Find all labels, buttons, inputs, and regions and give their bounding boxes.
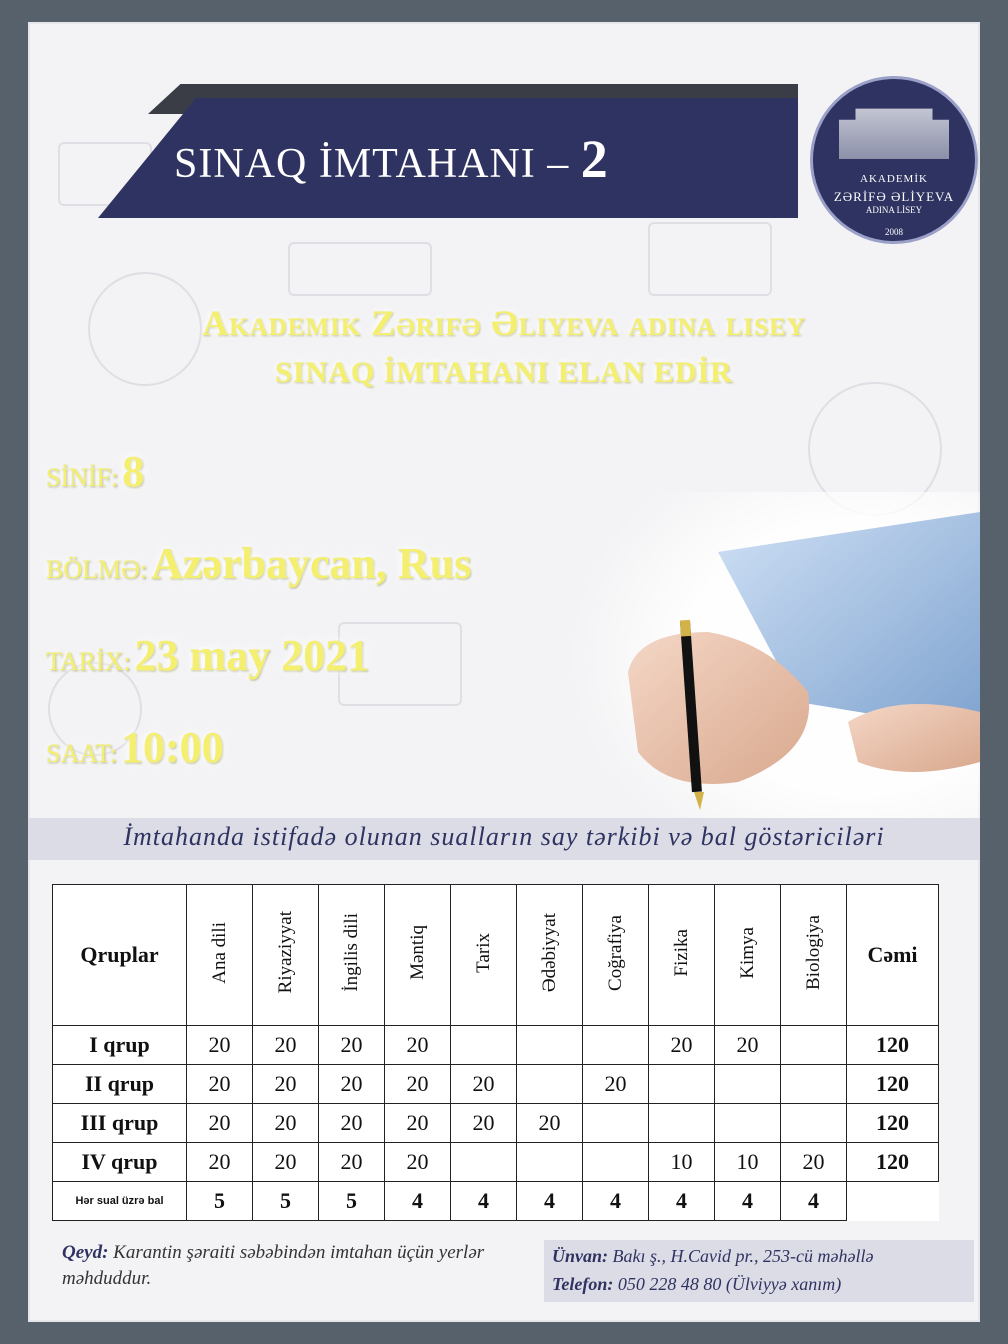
sinif-label: SİNİF:: [46, 463, 119, 492]
doodle-box: [648, 222, 772, 296]
table-cell: 20: [715, 1026, 781, 1065]
header-subject: [319, 885, 385, 1026]
table-cell: [781, 1065, 847, 1104]
subject-label: Məntiq: [406, 925, 428, 980]
points-cell: 4: [517, 1182, 583, 1221]
headline-school: Akademik Zərifə Əliyeva adına lisey: [202, 303, 806, 343]
table-cell: [649, 1065, 715, 1104]
table-cell: [451, 1143, 517, 1182]
table-cell: 20: [187, 1026, 253, 1065]
points-cell: 5: [319, 1182, 385, 1221]
tarix-label: TARİX:: [46, 647, 131, 676]
phone-label: Telefon:: [552, 1274, 614, 1294]
points-row: [53, 1182, 939, 1221]
header-subject: [715, 885, 781, 1026]
subject-label: İngilis dili: [340, 913, 362, 992]
note-text: Karantin şəraiti səbəbindən imtahan üçün yerlər məhduddur.: [62, 1242, 485, 1289]
header-subject: [517, 885, 583, 1026]
table-cell: 20: [187, 1143, 253, 1182]
table-cell: 20: [781, 1143, 847, 1182]
subject-label: Fizika: [670, 928, 692, 977]
table-cell: [517, 1065, 583, 1104]
header-subject: [187, 885, 253, 1026]
table-cell: 20: [385, 1026, 451, 1065]
table-cell: 20: [319, 1065, 385, 1104]
points-label: Hər sual üzrə bal: [53, 1182, 187, 1221]
table-cell: [517, 1026, 583, 1065]
total-cell: 120: [847, 1065, 939, 1104]
header-subject: [583, 885, 649, 1026]
table-cell: 20: [319, 1104, 385, 1143]
total-cell: 120: [847, 1143, 939, 1182]
info-sinif: [46, 446, 144, 497]
logo-year: 2008: [885, 227, 903, 237]
table-cell: 20: [451, 1104, 517, 1143]
school-logo: [810, 76, 978, 244]
subject-label: Tarix: [472, 932, 494, 973]
table-cell: 20: [451, 1065, 517, 1104]
table-cell: [649, 1104, 715, 1143]
address-line: [552, 1246, 873, 1267]
bolme-label: BÖLMƏ:: [46, 555, 148, 584]
table-cell: [583, 1143, 649, 1182]
tarix-value: 23 may 2021: [134, 631, 370, 680]
note: [62, 1240, 502, 1292]
table-cell: 20: [385, 1104, 451, 1143]
banner-title-text: SINAQ İMTAHANI –: [174, 141, 570, 187]
table-title: İmtahanda istifadə olunan sualların say tərkibi və bal göstəriciləri: [123, 822, 885, 851]
header-subject: [253, 885, 319, 1026]
bolme-value: Azərbaycan, Rus: [151, 539, 472, 588]
table-cell: 20: [253, 1065, 319, 1104]
sinif-value: 8: [122, 447, 145, 496]
table-cell: [715, 1104, 781, 1143]
table-cell: [781, 1026, 847, 1065]
table-header-row: [53, 885, 939, 1026]
table-row: [53, 1026, 939, 1065]
table-cell: 10: [715, 1143, 781, 1182]
table-cell: 20: [253, 1143, 319, 1182]
logo-line1: AKADEMİK: [860, 173, 928, 185]
subject-label: Coğrafiya: [604, 914, 626, 991]
group-label: IV qrup: [53, 1143, 187, 1182]
points-cell: 4: [781, 1182, 847, 1221]
points-cell: 5: [187, 1182, 253, 1221]
table-cell: [781, 1104, 847, 1143]
header-subject: [781, 885, 847, 1026]
saat-label: SAAT:: [46, 739, 117, 768]
table-cell: 20: [187, 1104, 253, 1143]
table-cell: 20: [187, 1065, 253, 1104]
table-cell: [517, 1143, 583, 1182]
header-subject: [451, 885, 517, 1026]
subject-label: Ana dili: [208, 921, 230, 984]
points-cell: 4: [649, 1182, 715, 1221]
table-cell: [583, 1104, 649, 1143]
banner-title: [174, 128, 794, 190]
table-cell: 20: [319, 1026, 385, 1065]
table-cell: 20: [517, 1104, 583, 1143]
points-cell: 5: [253, 1182, 319, 1221]
header-total: Cəmi: [847, 885, 939, 1026]
headline-announce: SINAQ İMTAHANI ELAN EDİR: [275, 356, 733, 389]
banner-number: 2: [580, 129, 609, 189]
table-cell: 20: [319, 1143, 385, 1182]
info-saat: [46, 722, 224, 773]
table-row: [53, 1065, 939, 1104]
phone-line: [552, 1274, 841, 1295]
table-cell: 20: [583, 1065, 649, 1104]
empty-cell: [847, 1182, 939, 1221]
subject-label: Kimya: [736, 926, 758, 979]
poster: [28, 22, 980, 1322]
table-row: [53, 1104, 939, 1143]
points-cell: 4: [715, 1182, 781, 1221]
table-cell: 20: [385, 1143, 451, 1182]
doodle-box: [288, 242, 432, 296]
table-cell: [715, 1065, 781, 1104]
points-cell: 4: [385, 1182, 451, 1221]
total-cell: 120: [847, 1026, 939, 1065]
note-label: Qeyd:: [62, 1242, 109, 1263]
phone-value: 050 228 48 80 (Ülviyyə xanım): [617, 1274, 842, 1294]
address-value: Bakı ş., H.Cavid pr., 253-cü məhəllə: [612, 1246, 874, 1266]
table-cell: [451, 1026, 517, 1065]
table-cell: 10: [649, 1143, 715, 1182]
subject-label: Biologiya: [802, 915, 824, 990]
info-bolme: [46, 538, 471, 589]
table-cell: 20: [385, 1065, 451, 1104]
subject-label: Riyaziyyat: [274, 911, 296, 994]
group-label: II qrup: [53, 1065, 187, 1104]
address-label: Ünvan:: [552, 1246, 609, 1266]
points-cell: 4: [583, 1182, 649, 1221]
exam-table: [52, 884, 939, 1221]
table-cell: 20: [253, 1104, 319, 1143]
group-label: III qrup: [53, 1104, 187, 1143]
group-label: I qrup: [53, 1026, 187, 1065]
contact-box: [544, 1240, 974, 1302]
saat-value: 10:00: [120, 723, 224, 772]
info-tarix: [46, 630, 369, 681]
logo-line3: ADINA LİSEY: [865, 205, 923, 215]
building-icon: [839, 103, 949, 159]
header-subject: [649, 885, 715, 1026]
table-cell: 20: [649, 1026, 715, 1065]
subject-label: Ədəbiyyat: [538, 912, 560, 993]
header-groups: Qruplar: [53, 885, 187, 1026]
points-cell: 4: [451, 1182, 517, 1221]
header-subject: [385, 885, 451, 1026]
total-cell: 120: [847, 1104, 939, 1143]
hand-writing-illustration: [568, 492, 980, 822]
table-cell: 20: [253, 1026, 319, 1065]
table-row: [53, 1143, 939, 1182]
table-cell: [583, 1026, 649, 1065]
logo-line2: ZƏRİFƏ ƏLİYEVA: [833, 189, 955, 204]
